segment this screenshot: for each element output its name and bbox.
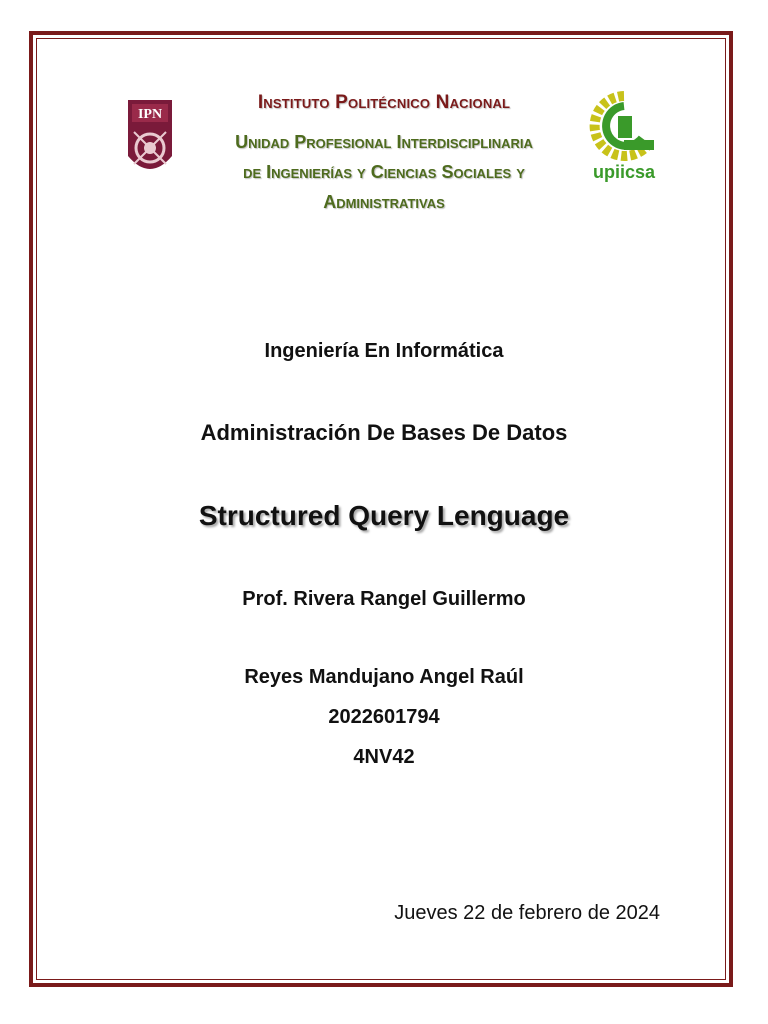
unit-name-line-3: Administrativas xyxy=(323,192,445,212)
document-date: Jueves 22 de febrero de 2024 xyxy=(394,902,660,924)
student-id: 2022601794 xyxy=(328,706,440,728)
student-name: Reyes Mandujano Angel Raúl xyxy=(244,666,524,688)
professor-name: Prof. Rivera Rangel Guillermo xyxy=(242,588,526,610)
upiicsa-logo-text: upiicsa xyxy=(592,162,656,182)
subject-name: Administración De Bases De Datos xyxy=(200,420,568,445)
upiicsa-logo-icon xyxy=(584,90,664,184)
career-name: Ingeniería En Informática xyxy=(264,340,504,362)
group-code: 4NV42 xyxy=(353,746,415,768)
svg-text:IPN: IPN xyxy=(137,107,163,122)
institution-name: Instituto Politécnico Nacional xyxy=(257,92,511,113)
document-title: Structured Query Lenguage xyxy=(198,500,570,531)
unit-name-line-1: Unidad Profesional Interdisciplinaria xyxy=(235,132,533,152)
unit-name-line-2: de Ingenierías y Ciencias Sociales y xyxy=(243,162,525,182)
